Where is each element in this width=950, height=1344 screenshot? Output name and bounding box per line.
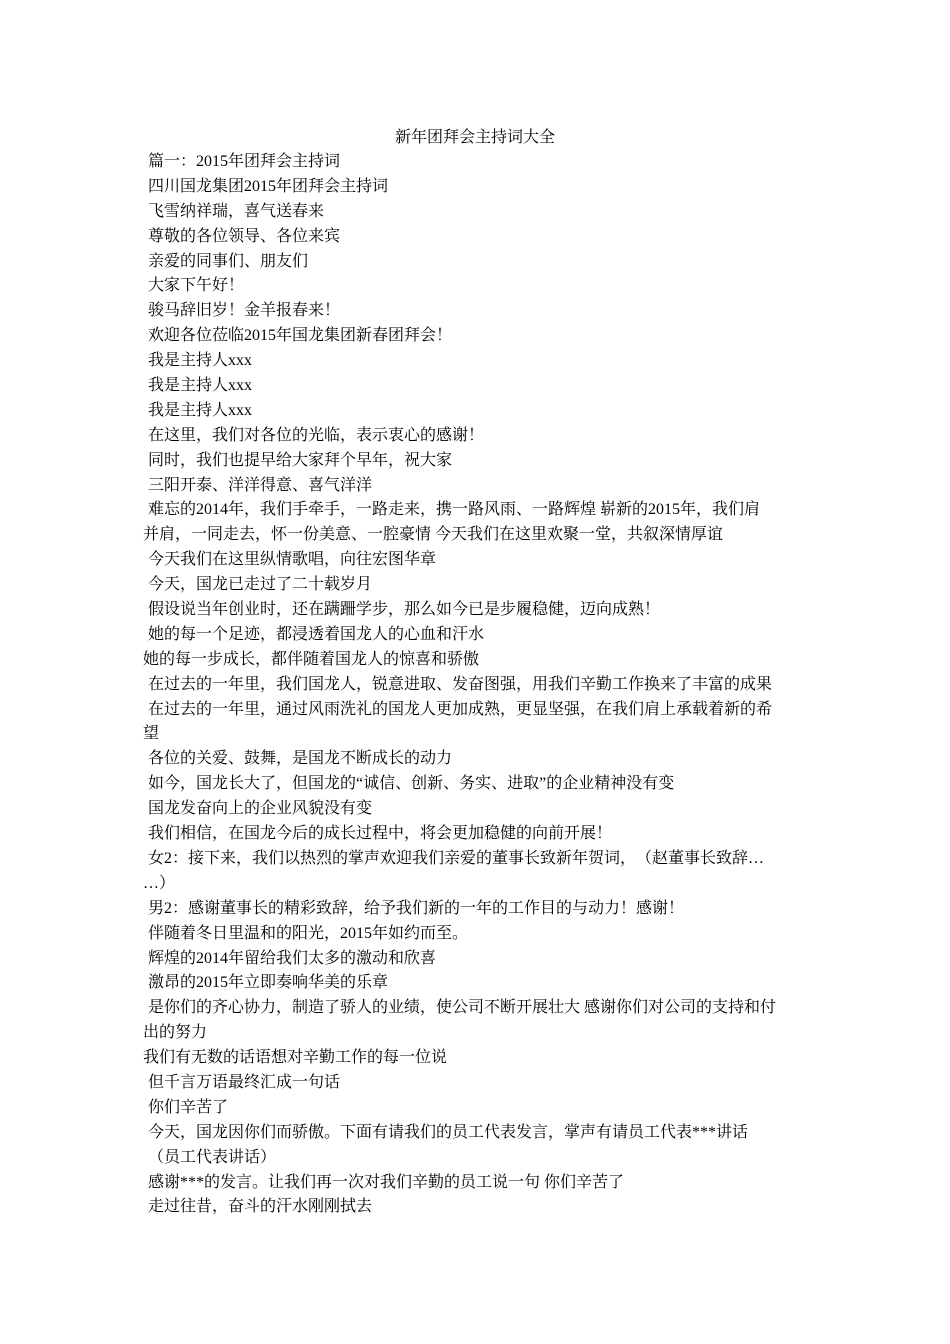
text-line: 同时，我们也提早给大家拜个早年，祝大家 <box>148 451 453 469</box>
text-line: 假设说当年创业时，还在蹒跚学步，那么如今已是步履稳健，迈向成熟！ <box>148 601 661 619</box>
text-line: 但千言万语最终汇成一句话 <box>148 1073 341 1091</box>
text-line: 你们辛苦了 <box>148 1098 229 1116</box>
text-line: 如今，国龙长大了，但国龙的“诚信、创新、务实、进取”的企业精神没有变 <box>148 775 675 793</box>
text-line: 望 <box>143 725 160 743</box>
text-line: 在过去的一年里，我们国龙人，锐意进取、发奋图强，用我们辛勤工作换来了丰富的成果 <box>148 675 773 693</box>
text-line: 伴随着冬日里温和的阳光，2015年如约而至。 <box>148 924 469 942</box>
text-line: 她的每一个足迹，都浸透着国龙人的心血和汗水 <box>148 625 485 643</box>
text-line: 各位的关爱、鼓舞，是国龙不断成长的动力 <box>148 750 453 768</box>
text-line: 国龙发奋向上的企业风貌没有变 <box>148 800 373 818</box>
text-line: 我们有无数的话语想对辛勤工作的每一位说 <box>143 1049 448 1067</box>
text-line: 我是主持人xxx <box>148 377 253 395</box>
text-line: 我是主持人xxx <box>148 352 253 370</box>
text-line: 感谢***的发言。让我们再一次对我们辛勤的员工说一句 你们辛苦了 <box>148 1173 625 1191</box>
text-line: 飞雪纳祥瑞，喜气送春来 <box>148 202 325 220</box>
text-line: 尊敬的各位领导、各位来宾 <box>148 227 341 245</box>
document-body <box>143 150 823 1220</box>
text-line: 今天我们在这里纵情歌唱，向往宏图华章 <box>148 551 437 569</box>
text-line: 亲爱的同事们、朋友们 <box>148 252 309 270</box>
text-line: 大家下午好！ <box>148 277 245 295</box>
text-line: 三阳开泰、洋洋得意、喜气洋洋 <box>148 476 373 494</box>
text-line: 难忘的2014年，我们手牵手，一路走来，携一路风雨、一路辉煌 崭新的2015年，我们肩 <box>148 501 761 519</box>
text-line: 欢迎各位莅临2015年国龙集团新春团拜会！ <box>148 327 453 345</box>
text-line: 在过去的一年里，通过风雨洗礼的国龙人更加成熟，更显坚强，在我们肩上承载着新的希 <box>148 700 773 718</box>
text-line: 女2：接下来，我们以热烈的掌声欢迎我们亲爱的董事长致新年贺词， （赵董事长致辞… <box>148 849 765 867</box>
document-title: 新年团拜会主持词大全 <box>394 129 555 146</box>
text-line: 在这里，我们对各位的光临，表示衷心的感谢！ <box>148 426 485 444</box>
text-line: 并肩，一同走去，怀一份美意、一腔豪情 今天我们在这里欢聚一堂，共叙深情厚谊 <box>143 526 724 544</box>
text-line: 走过往昔，奋斗的汗水刚刚拭去 <box>148 1198 373 1216</box>
text-line: 男2：感谢董事长的精彩致辞，给予我们新的一年的工作目的与动力！感谢！ <box>148 899 685 917</box>
text-line: 她的每一步成长，都伴随着国龙人的惊喜和骄傲 <box>143 650 480 668</box>
text-line: 骏马辞旧岁！金羊报春来！ <box>148 302 341 320</box>
text-line: 激昂的2015年立即奏响华美的乐章 <box>148 974 389 992</box>
text-line: 今天，国龙因你们而骄傲。下面有请我们的员工代表发言，掌声有请员工代表***讲话 <box>148 1123 749 1141</box>
text-line: 辉煌的2014年留给我们太多的激动和欣喜 <box>148 949 437 967</box>
text-line: 今天，国龙已走过了二十载岁月 <box>148 576 373 594</box>
text-line: 是你们的齐心协力，制造了骄人的业绩，使公司不断开展壮大 感谢你们对公司的支持和付 <box>148 999 777 1017</box>
text-line: 我们相信，在国龙今后的成长过程中，将会更加稳健的向前开展！ <box>148 825 613 843</box>
text-line: 四川国龙集团2015年团拜会主持词 <box>148 177 389 195</box>
text-line: （员工代表讲话） <box>148 1148 277 1166</box>
text-line: 篇一：2015年团拜会主持词 <box>148 153 341 170</box>
text-line: 出的努力 <box>143 1024 208 1042</box>
text-line: 我是主持人xxx <box>148 401 253 419</box>
text-line: …） <box>143 874 176 892</box>
